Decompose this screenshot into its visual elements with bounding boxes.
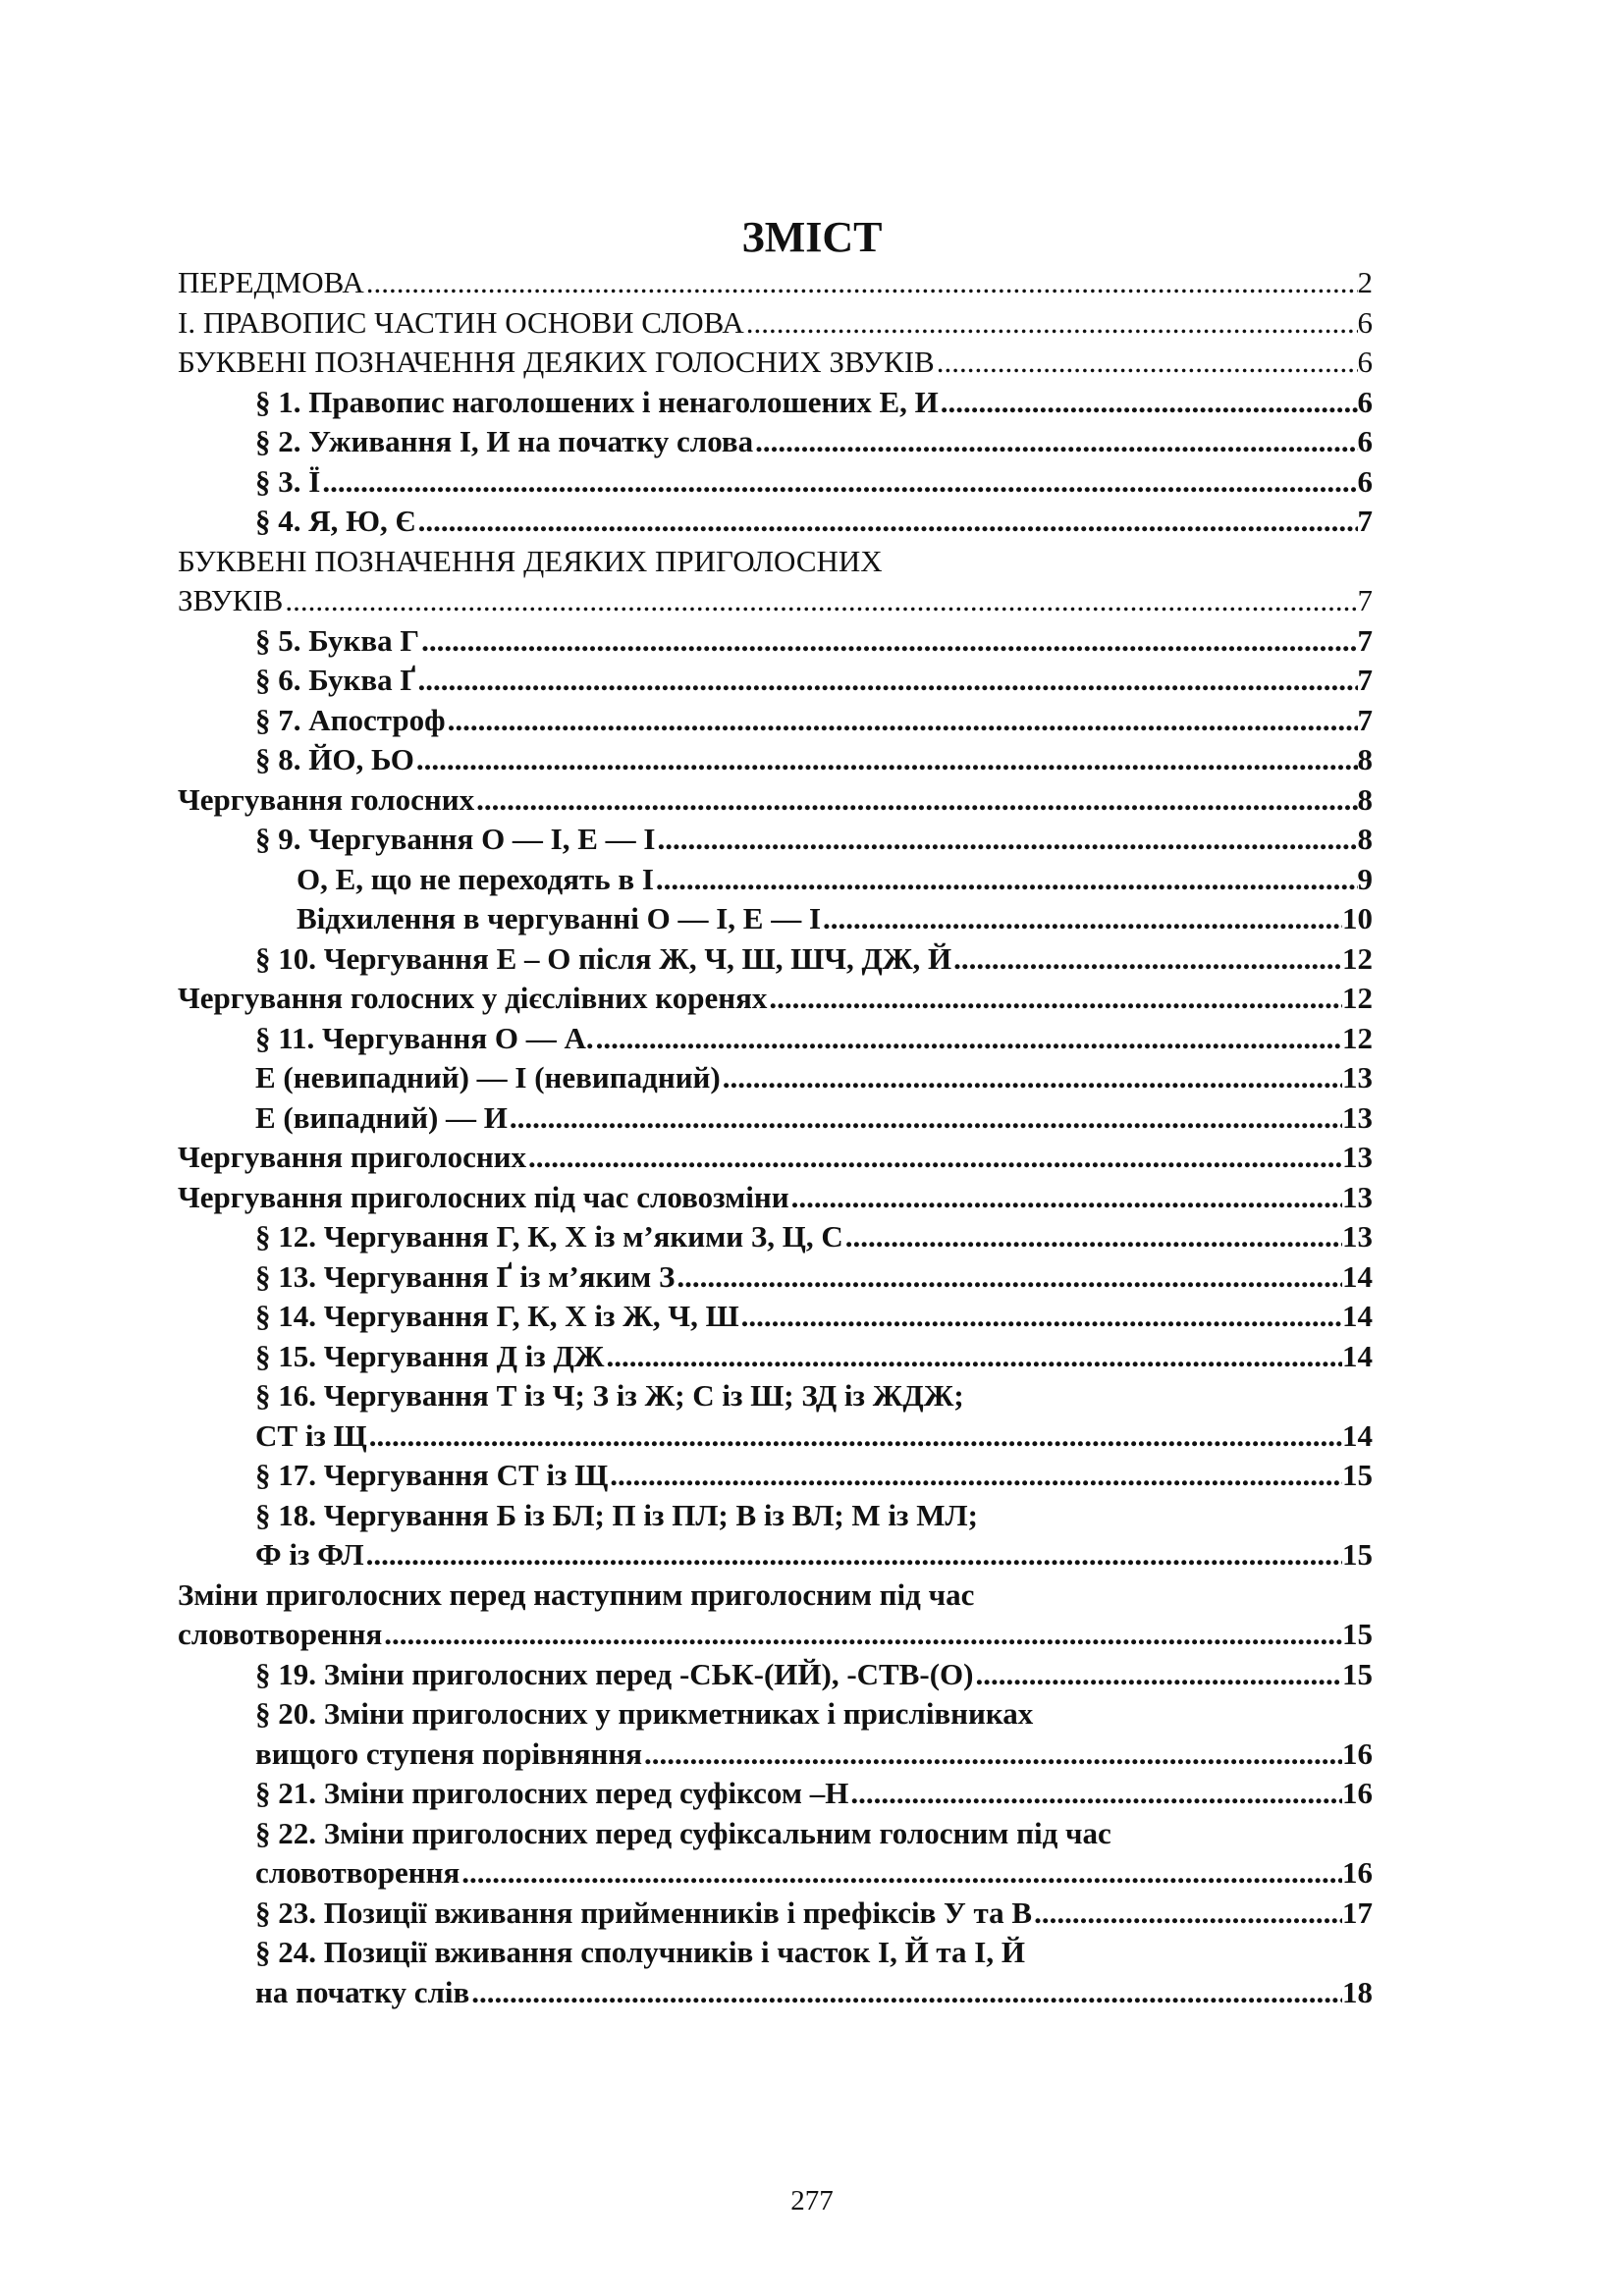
toc-entry <box>255 661 1373 700</box>
dot-leader <box>526 1138 1342 1177</box>
toc-page-number: 16 <box>1342 1855 1373 1890</box>
toc-entry-title: § 16. Чергування Т із Ч; З із Ж; С із Ш; ЗД із ЖДЖ; <box>255 1378 964 1413</box>
toc-entry-title: Чергування голосних <box>178 782 475 817</box>
toc-page-number: 9 <box>1357 862 1373 896</box>
page-title: ЗМІСТ <box>741 213 883 261</box>
toc-page-number: 7 <box>1357 663 1373 697</box>
dot-leader <box>739 1297 1342 1336</box>
toc-entry-title-cont: вищого ступеня порівняння <box>255 1736 642 1771</box>
toc-entry <box>255 1973 1373 2012</box>
toc-entry-title-cont: словотворення <box>255 1855 460 1890</box>
toc-entry-title-cont: Ф із ФЛ <box>255 1537 364 1572</box>
toc-entry-title: § 19. Зміни приголосних перед -СЬК-(ИЙ), -СТВ-(О) <box>255 1657 974 1691</box>
dot-leader <box>675 1257 1342 1297</box>
dot-leader <box>446 701 1358 740</box>
toc-entry-title: § 14. Чергування Г, К, Х із Ж, Ч, Ш <box>255 1299 739 1333</box>
toc-entry <box>255 1894 1373 1933</box>
toc-entry-title: § 22. Зміни приголосних перед суфіксальним голосним під час <box>255 1816 1111 1850</box>
dot-leader <box>655 820 1357 859</box>
toc-entry-line <box>255 1933 1373 1972</box>
toc-entry <box>178 1615 1373 1654</box>
toc-page-number: 14 <box>1342 1339 1373 1373</box>
toc-entry <box>255 1297 1373 1336</box>
toc-entry <box>255 1058 1373 1097</box>
dot-leader <box>608 1456 1342 1495</box>
toc-entry <box>255 1735 1373 1774</box>
dot-leader <box>594 1019 1342 1058</box>
toc-page-number: 17 <box>1342 1896 1373 1930</box>
toc-page-number: 15 <box>1342 1657 1373 1691</box>
toc-entry-title: І. ПРАВОПИС ЧАСТИН ОСНОВИ СЛОВА <box>178 305 744 340</box>
toc-entry <box>255 1217 1373 1256</box>
toc-entry <box>255 1337 1373 1376</box>
toc-entry-line <box>255 1496 1373 1535</box>
toc-entry <box>178 979 1373 1018</box>
toc-page-number: 8 <box>1357 822 1373 856</box>
toc-entry-line <box>178 1575 1373 1615</box>
dot-leader <box>843 1217 1342 1256</box>
toc-entry <box>255 422 1373 461</box>
toc-page-number: 14 <box>1342 1299 1373 1333</box>
toc-page-number: 16 <box>1342 1736 1373 1771</box>
toc-page-number: 7 <box>1357 703 1373 737</box>
toc-entry-title: БУКВЕНІ ПОЗНАЧЕННЯ ДЕЯКИХ ГОЛОСНИХ ЗВУКІВ <box>178 345 935 379</box>
toc-page-number: 12 <box>1342 981 1373 1015</box>
dot-leader <box>1032 1894 1342 1933</box>
toc-entry <box>178 1178 1373 1217</box>
toc-page-number: 13 <box>1342 1060 1373 1095</box>
toc-entry <box>255 462 1373 502</box>
dot-leader <box>364 1535 1342 1575</box>
dot-leader <box>642 1735 1342 1774</box>
toc-entry-title: § 7. Апостроф <box>255 703 446 737</box>
toc-entry-line <box>255 1694 1373 1734</box>
toc-page-number: 7 <box>1357 504 1373 538</box>
toc-page-number: 2 <box>1357 265 1373 299</box>
toc-page-number: 13 <box>1342 1140 1373 1174</box>
toc-entry <box>178 343 1373 382</box>
toc-entry <box>255 1535 1373 1575</box>
dot-leader <box>364 263 1358 302</box>
toc-entry-title: § 15. Чергування Д із ДЖ <box>255 1339 605 1373</box>
toc-entry <box>255 740 1373 779</box>
toc-entry <box>255 621 1373 661</box>
dot-leader <box>721 1058 1342 1097</box>
toc-entry-title: Зміни приголосних перед наступним приголосним під час <box>178 1577 975 1612</box>
toc-entry <box>255 1774 1373 1813</box>
toc-entry-title: § 4. Я, Ю, Є <box>255 504 416 538</box>
toc-page-number: 15 <box>1342 1617 1373 1651</box>
toc-entry <box>178 263 1373 302</box>
dot-leader <box>367 1416 1342 1456</box>
toc-entry-title: § 23. Позиції вживання прийменників і префіксів У та В <box>255 1896 1033 1930</box>
dot-leader <box>973 1655 1342 1694</box>
toc-entry-title-cont: ЗВУКІВ <box>178 583 284 617</box>
toc-page-number: 13 <box>1342 1180 1373 1214</box>
toc-page-number: 14 <box>1342 1259 1373 1294</box>
toc-entry-title: Е (випадний) — И <box>255 1100 508 1135</box>
toc-page-number: 10 <box>1342 901 1373 935</box>
toc-page-number: 12 <box>1342 941 1373 976</box>
toc-page-number: 15 <box>1342 1537 1373 1572</box>
toc-entry-title: § 13. Чергування Ґ із м’яким З <box>255 1259 676 1294</box>
toc-entry-title: § 9. Чергування О — І, Е — І <box>255 822 656 856</box>
toc-entry-title: Чергування голосних у дієслівних коренях <box>178 981 768 1015</box>
toc-page-number: 8 <box>1357 782 1373 817</box>
toc-page-number: 14 <box>1342 1418 1373 1453</box>
toc-entry-title: § 6. Буква Ґ <box>255 663 416 697</box>
toc-page-number: 12 <box>1342 1021 1373 1055</box>
toc-entry-title: Відхилення в чергуванні О — І, Е — І <box>297 901 822 935</box>
toc-entry-title: § 20. Зміни приголосних у прикметниках і прислівниках <box>255 1696 1034 1731</box>
toc-page-number: 6 <box>1357 385 1373 419</box>
toc-page-number: 8 <box>1357 742 1373 776</box>
toc-page-number: 18 <box>1342 1975 1373 2009</box>
dot-leader <box>767 979 1342 1018</box>
dot-leader <box>460 1853 1342 1893</box>
toc-entry <box>255 701 1373 740</box>
dot-leader <box>508 1098 1342 1138</box>
toc-entry <box>178 581 1373 620</box>
toc-entry-line <box>255 1376 1373 1415</box>
toc-entry-title: Е (невипадний) — І (невипадний) <box>255 1060 721 1095</box>
toc-entry-line <box>178 542 1373 581</box>
toc-entry-title: § 1. Правопис наголошених і ненаголошених Е, И <box>255 385 939 419</box>
toc-entry-title: § 18. Чергування Б із БЛ; П із ПЛ; В із ВЛ; М із МЛ; <box>255 1498 978 1532</box>
toc-entry-title: Чергування приголосних <box>178 1140 527 1174</box>
toc-entry <box>255 1019 1373 1058</box>
toc-page-number: 6 <box>1357 464 1373 499</box>
toc-entry <box>255 1098 1373 1138</box>
dot-leader <box>474 780 1357 820</box>
toc-entry <box>255 939 1373 979</box>
toc-entry <box>255 820 1373 859</box>
toc-entry <box>255 502 1373 541</box>
dot-leader <box>320 462 1357 502</box>
dot-leader <box>419 621 1357 661</box>
dot-leader <box>789 1178 1342 1217</box>
toc-entry-title: § 12. Чергування Г, К, Х із м’якими З, Ц, С <box>255 1219 843 1254</box>
toc-page-number: 13 <box>1342 1219 1373 1254</box>
toc-entry <box>255 1655 1373 1694</box>
toc-page-number: 7 <box>1357 583 1373 617</box>
toc-entry <box>255 1456 1373 1495</box>
dot-leader <box>935 343 1358 382</box>
toc-entry-title: § 24. Позиції вживання сполучників і часток І, Й та І, Й <box>255 1935 1025 1969</box>
toc-page-number: 6 <box>1357 424 1373 458</box>
dot-leader <box>604 1337 1342 1376</box>
toc-entry-title: О, Е, що не переходять в І <box>297 862 654 896</box>
toc-entry <box>297 899 1373 938</box>
toc-entry-line <box>255 1814 1373 1853</box>
toc-entry <box>297 860 1373 899</box>
toc-entry-title: § 8. ЙО, ЬО <box>255 742 414 776</box>
dot-leader <box>283 581 1357 620</box>
dot-leader <box>654 860 1358 899</box>
toc-entry-title: БУКВЕНІ ПОЗНАЧЕННЯ ДЕЯКИХ ПРИГОЛОСНИХ <box>178 544 883 578</box>
toc-entry-title: § 21. Зміни приголосних перед суфіксом –Н <box>255 1776 849 1810</box>
toc-page-number: 13 <box>1342 1100 1373 1135</box>
dot-leader <box>821 899 1342 938</box>
toc-entry-title: § 17. Чергування СТ із Щ <box>255 1458 609 1492</box>
toc-entry <box>255 1257 1373 1297</box>
toc-entry-title: § 10. Чергування Е – О після Ж, Ч, Ш, ШЧ, ДЖ, Й <box>255 941 952 976</box>
toc-entry <box>178 1138 1373 1177</box>
toc-entry-title: § 2. Уживання І, И на початку слова <box>255 424 754 458</box>
dot-leader <box>951 939 1342 979</box>
toc-entry-title-cont: словотворення <box>178 1617 383 1651</box>
dot-leader <box>416 502 1358 541</box>
toc-entry <box>255 383 1373 422</box>
dot-leader <box>744 303 1358 343</box>
toc-page-number: 16 <box>1342 1776 1373 1810</box>
page-number: 277 <box>790 2185 834 2216</box>
toc-entry <box>255 1416 1373 1456</box>
toc-entry-title: § 3. Ї <box>255 464 321 499</box>
toc-entry-title: § 11. Чергування О — А. <box>255 1021 594 1055</box>
toc-entry <box>178 780 1373 820</box>
toc-page-number: 7 <box>1357 623 1373 658</box>
dot-leader <box>469 1973 1342 2012</box>
toc-page-number: 15 <box>1342 1458 1373 1492</box>
toc-entry <box>255 1853 1373 1893</box>
toc-page-number: 6 <box>1357 345 1373 379</box>
toc-entry-title: Чергування приголосних під час словозміни <box>178 1180 789 1214</box>
dot-leader <box>939 383 1358 422</box>
toc-page-number: 6 <box>1357 305 1373 340</box>
toc-entry-title: ПЕРЕДМОВА <box>178 265 364 299</box>
toc-entry <box>178 303 1373 343</box>
toc-entry-title: § 5. Буква Г <box>255 623 420 658</box>
dot-leader <box>848 1774 1342 1813</box>
toc-entry-title-cont: СТ із Щ <box>255 1418 367 1453</box>
dot-leader <box>382 1615 1342 1654</box>
toc-entry-title-cont: на початку слів <box>255 1975 470 2009</box>
dot-leader <box>753 422 1357 461</box>
dot-leader <box>415 661 1357 700</box>
dot-leader <box>414 740 1358 779</box>
